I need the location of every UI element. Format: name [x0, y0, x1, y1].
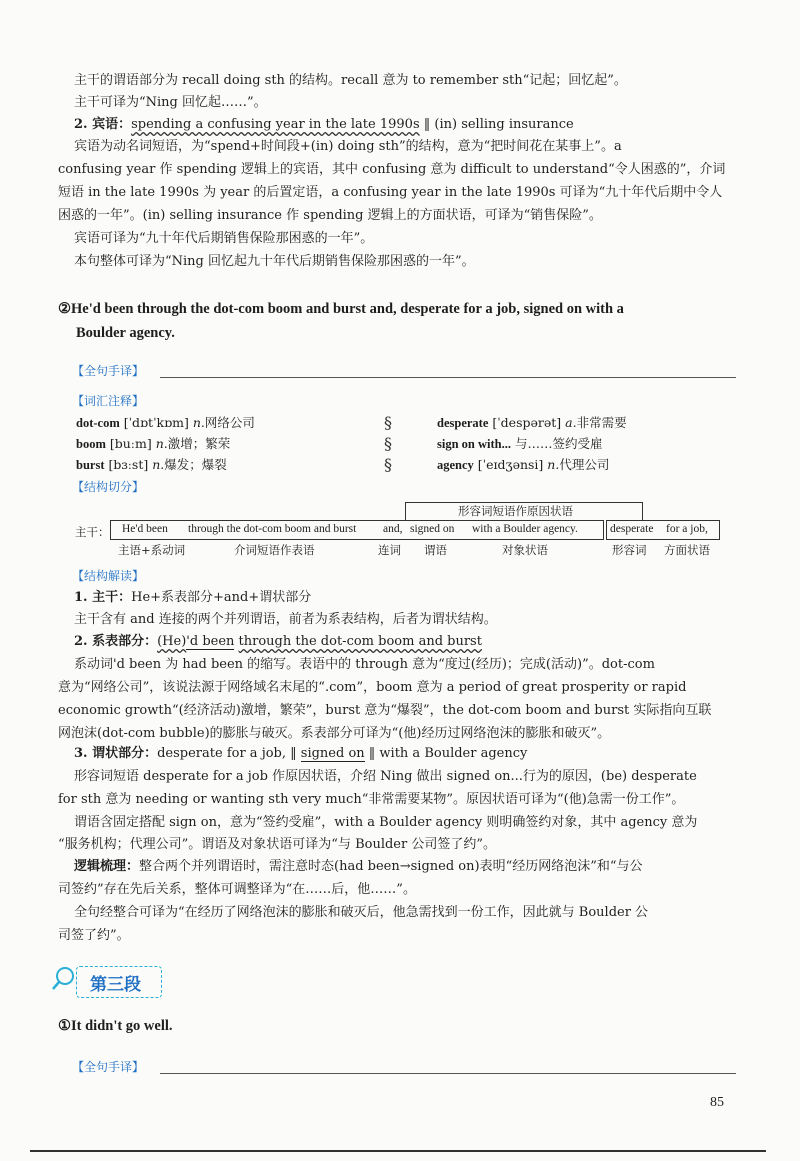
seg-he: He'd been [122, 523, 168, 535]
lab-and: 连词 [378, 543, 401, 557]
seg-signed: signed on [410, 523, 455, 535]
text-line: “服务机构；代理公司”。谓语及对象状语可译为“与 Boulder 公司签了约”。 [58, 837, 496, 852]
structure-explain-label: 【结构解读】 [72, 569, 145, 583]
vocab-item: dot-com [ˈdɒtˈkɒm] n.网络公司 [76, 415, 255, 430]
text-line: 宾语可译为“九十年代后期销售保险那困惑的一年”。 [74, 231, 374, 246]
text-line: for sth 意为 needing or wanting sth very much“非常需要某物”。原因状语可译为“(他)急需一份工作”。 [58, 792, 685, 807]
diagram-prefix: 主干： [75, 525, 110, 539]
seg-desp: desperate [610, 523, 654, 535]
vocab-item: agency [ˈeɪdʒənsi] n.代理公司 [437, 457, 610, 472]
sentence-text: He'd been through the dot-com boom and burst and, desperate for a job, signed on with a [71, 301, 624, 317]
lab-pp: 介词短语作表语 [234, 543, 315, 557]
logic-line: 逻辑梳理：整合两个并列谓语时，需注意时态(had been→signed on)表明“经历网络泡沫”和“与公 [74, 859, 643, 874]
explain-1: 1. 主干：He+系表部分+and+谓状部分 [74, 590, 312, 605]
seg-and: and, [383, 523, 403, 535]
text-line: 意为“网络公司”，该说法源于网络域名末尾的“.com”，boom 意为 a period of great prosperity or rapid [58, 680, 687, 695]
object-label: 2. 宾语： [74, 117, 132, 132]
text-line: 主干可译为“Ning 回忆起……”。 [74, 95, 267, 110]
text-line: 形容词短语 desperate for a job 作原因状语，介绍 Ning 做出 signed on...行为的原因，(be) desperate [74, 769, 697, 784]
sentence-2 [58, 298, 624, 320]
vocab-item: sign on with... 与……签约受雇 [437, 436, 603, 451]
page-number: 85 [710, 1095, 724, 1110]
text-line: 本句整体可译为“Ning 回忆起九十年代后期销售保险那困惑的一年”。 [74, 254, 475, 269]
vocab-item: boom [buːm] n.激增；繁荣 [76, 436, 231, 451]
seg-pp: through the dot-com boom and burst [188, 523, 357, 535]
text-line: 司签约”存在先后关系，整体可调整译为“在……后，他……”。 [58, 882, 416, 897]
answer-line [160, 377, 736, 378]
answer-line [160, 1073, 736, 1074]
lab-job: 方面状语 [664, 543, 710, 557]
full-translation-label: 【全句手译】 [72, 1060, 145, 1074]
sentence-number: ② [58, 301, 71, 317]
vocab-item: burst [bɜːst] n.爆发；爆裂 [76, 457, 227, 472]
sentence-2-cont: Boulder agency. [76, 325, 175, 341]
section-title: 第三段 [90, 975, 141, 995]
divider-squiggle: § § § [384, 413, 392, 474]
text-line: 全句经整合可译为“在经历了网络泡沫的膨胀和破灭后，他急需找到一份工作，因此就与 Boulder 公 [74, 905, 649, 920]
seg-job: for a job, [666, 523, 708, 535]
text-line: 谓语含固定搭配 sign on，意为“签约受雇”，with a Boulder agency 则明确签约对象，其中 agency 意为 [74, 815, 698, 830]
structure-cut-label: 【结构切分】 [72, 480, 145, 494]
vocab-item: desperate [ˈdespərət] a.非常需要 [437, 415, 627, 430]
lab-desp: 形容词 [612, 543, 647, 557]
lab-he: 主语+系动词 [118, 543, 186, 557]
full-translation-label: 【全句手译】 [72, 364, 145, 378]
text-line: 主干的谓语部分为 recall doing sth 的结构。recall 意为 to remember sth“记起；回忆起”。 [74, 73, 627, 88]
text-line: 困惑的一年”。(in) selling insurance 作 spending 逻辑上的方面状语，可译为“销售保险”。 [58, 208, 602, 223]
diagram-top-label: 形容词短语作原因状语 [458, 504, 573, 518]
object-phrase: spending a confusing year in the late 1990s [131, 117, 420, 132]
seg-with: with a Boulder agency. [472, 523, 578, 535]
text-line: economic growth“(经济活动)激增，繁荣”，burst 意为“爆裂”，the dot-com boom and burst 实际指向互联 [58, 703, 712, 718]
object-rest: ‖ (in) selling insurance [419, 117, 574, 132]
text-line: confusing year 作 spending 逻辑上的宾语，其中 confusing 意为 difficult to understand“令人困惑的”，介词 [58, 162, 726, 177]
text-line: 系动词'd been 为 had been 的缩写。表语中的 through 意为“度过(经历)；完成(活动)”。dot-com [74, 657, 655, 672]
object-heading [74, 116, 738, 134]
text-line: 网泡沫(dot-com bubble)的膨胀与破灭。系表部分可译为“(他)经历过网络泡沫的膨胀和破灭”。 [58, 726, 611, 741]
search-icon [50, 964, 78, 992]
sentence-3-1: ①It didn't go well. [58, 1018, 173, 1034]
text-line: 宾语为动名词短语，为“spend+时间段+(in) doing sth”的结构，意为“把时间花在某事上”。a [74, 139, 622, 154]
explain-3: 3. 谓状部分：desperate for a job, ‖ signed on ‖ with a Boulder agency [74, 746, 528, 761]
text-line: 司签了约”。 [58, 928, 130, 943]
explain-2: 2. 系表部分：(He)'d been through the dot-com boom and burst [74, 634, 482, 649]
lab-signed: 谓语 [424, 543, 447, 557]
vocab-label: 【词汇注释】 [72, 394, 145, 408]
text-line: 短语 in the late 1990s 为 year 的后置定语，a confusing year in the late 1990s 可译为“九十年代后期中令人 [58, 185, 723, 200]
text-line: 主干含有 and 连接的两个并列谓语，前者为系表结构，后者为谓状结构。 [74, 612, 497, 627]
bottom-rule [30, 1150, 766, 1152]
lab-with: 对象状语 [502, 543, 548, 557]
